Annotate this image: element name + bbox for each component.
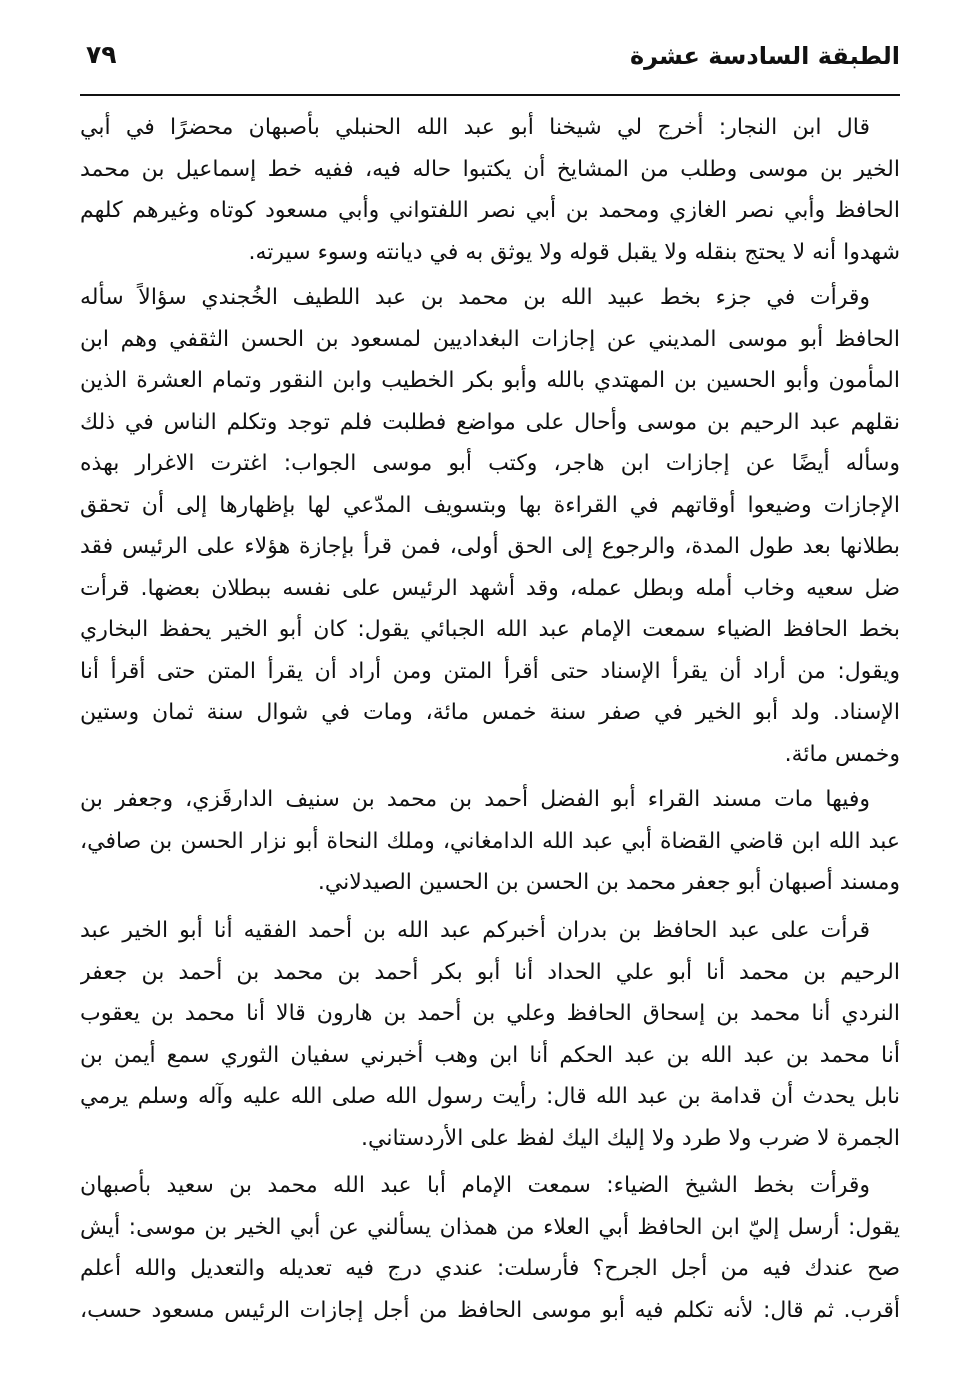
text-line: بطلانها بعد طول المدة، والرجوع إلى الحق أولى، فمن قرأ بإجازة هؤلاء على الرئيس فقد <box>80 534 900 559</box>
text-line: وقرأت في جزء بخط عبيد الله بن محمد بن عبد اللطيف الخُجندي سؤالاً سأله <box>80 285 870 310</box>
paragraph <box>80 1165 900 1331</box>
text-line: وخمس مائة. <box>784 741 900 767</box>
text-line: ضل سعيه وخاب أمله وبطل عمله، وقد أشهد الرئيس على نفسه ببطلان بعضها. قرأت <box>80 575 900 601</box>
chapter-header-title: الطبقة السادسة عشرة <box>629 42 900 70</box>
text-line: الرحيم بن محمد أنا أبو علي الحداد أنا أبو بكر أحمد بن محمد بن أحمد بن جعفر <box>80 959 900 985</box>
text-line: عبد الله ابن قاضي القضاة أبي عبد الله الدامغاني، وملك النحاة أبو نزار الحسن بن صافي، <box>80 828 900 854</box>
paragraph <box>80 779 900 904</box>
text-line: بخط الحافظ الضياء سمعت الإمام عبد الله الجبائي يقول: كان أبو الخير يحفظ البخاري <box>80 617 900 642</box>
text-line: الحافظ وأبي نصر الغازي ومحمد بن أبي نصر اللفتواني وأبي مسعود كوتاه وغيرهم كلهم <box>80 198 900 223</box>
text-line: وقرأت بخط الشيخ الضياء: سمعت الإمام أبا عبد الله محمد بن سعيد بأصبهان <box>80 1173 870 1198</box>
text-line: شهدوا أنه لا يحتج بنقله ولا يقبل قوله ولا يوثق به في ديانته وسوء سيرته. <box>248 239 900 265</box>
paragraph <box>80 107 900 273</box>
text-line: قرأت على عبد الحافظ بن بدران أخبركم عبد الله بن أحمد الفقيه أنا أبو الخير عبد <box>80 918 870 943</box>
text-line: ومسند أصبهان أبو جعفر محمد بن الحسن بن الحسين الصيدلاني. <box>317 870 900 895</box>
text-line: وفيها مات مسند القراء أبو الفضل أحمد بن محمد بن سنيف الدارقَزي، وجعفر بن <box>80 787 870 812</box>
text-line: أقرب. ثم قال: لأنه تكلم فيه أبو موسى الحافظ من أجل إجازات الرئيس مسعود حسب، <box>80 1297 900 1323</box>
text-line: قال ابن النجار: أخرج لي شيخنا أبو عبد الله الحنبلي بأصبهان محضرًا في أبي <box>80 115 870 140</box>
text-line: أنا محمد بن عبد الله بن عبد الحكم أنا ابن وهب أخبرني سفيان الثوري سمع أيمن بن <box>80 1042 900 1068</box>
text-line: نابل يحدث أن قدامة بن عبد الله قال: رأيت رسول الله صلى الله عليه وآله وسلم يرمي <box>80 1084 900 1109</box>
text-line: المأمون وأبو الحسين بن المهتدي بالله وأبو بكر الخطيب وابن النقور وتمام العشرة الذين <box>80 368 900 393</box>
text-line: النردي أنا محمد بن إسحاق الحافظ وعلي بن أحمد بن هارون قالا أنا محمد بن يعقوب <box>80 1001 900 1026</box>
text-line: الإجازات وضيعوا أوقاتهم في القراءة بها وبتسويف المدّعي لها بإظهارها إلى أن تحقق <box>80 492 900 518</box>
text-line: صح عندك فيه من أجل الجرح؟ فأرسلت: عندي درج فيه تعديله والتعديل والله أعلم <box>80 1256 900 1281</box>
text-line: الحافظ أبو موسى المديني عن إجازات البغداديين لمسعود بن الحسن الثقفي وهم ابن <box>80 326 900 352</box>
header-divider <box>80 94 900 96</box>
page-number: ٧٩ <box>86 40 117 69</box>
paragraph <box>80 910 900 1159</box>
text-line: ويقول: من أراد أن يقرأ الإسناد حتى أقرأ المتن ومن أراد أن يقرأ المتن حتى أقرأ أنا <box>80 658 900 684</box>
text-line: وسأله أيضًا عن إجازات ابن هاجر، وكتب أبو موسى الجواب: اغترت الاغرار بهذه <box>80 451 900 476</box>
text-line: الإسناد. ولد أبو الخير في صفر سنة خمس مائة، ومات في شوال سنة ثمان وستين <box>80 700 900 725</box>
text-line: نقلهم عبد الرحيم بن موسى وأحال على مواضع فطلبت فلم توجد وتكلم الناس في ذلك <box>80 409 900 435</box>
text-line: الجمرة لا ضرب ولا طرد ولا إليك اليك لفظ على الأردستاني. <box>361 1125 900 1151</box>
text-line: الخير بن موسى وطلب من المشايخ أن يكتبوا حاله فيه، ففيه خط إسماعيل بن محمد <box>80 156 900 182</box>
paragraph <box>80 277 900 775</box>
text-line: يقول: أرسل إليّ ابن الحافظ أبي العلاء من همذان يسألني عن أبي الخير بن موسى: أيش <box>80 1214 900 1240</box>
